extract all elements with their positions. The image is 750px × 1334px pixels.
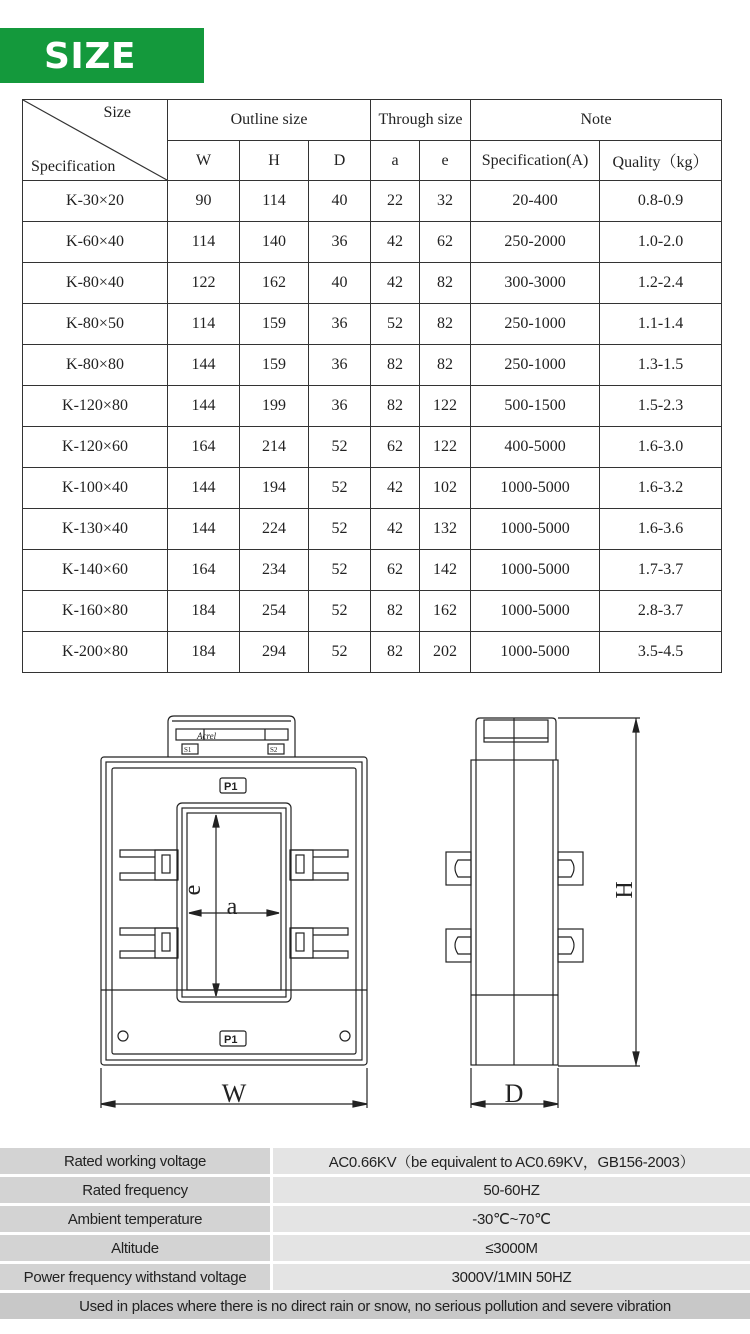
value-cell: 164 [168,550,240,591]
table-row [23,550,722,591]
corner-header [23,100,168,181]
size-table [22,99,722,673]
value-cell: 1.2-2.4 [600,263,722,304]
value-cell: 144 [168,509,240,550]
p1-top-label: P1 [224,781,238,793]
spec-row-voltage [0,1148,750,1174]
terminal-s2-label: S2 [270,746,278,754]
table-row [23,181,722,222]
value-cell: 42 [371,222,420,263]
model-cell: K-100×40 [23,468,168,509]
value-cell: 1.6-3.0 [600,427,722,468]
value-cell: 42 [371,509,420,550]
value-cell: 1.0-2.0 [600,222,722,263]
header-quality: Quality（kg） [600,141,722,181]
model-cell: K-200×80 [23,632,168,673]
technical-drawing [90,700,750,1120]
table-row [23,386,722,427]
value-cell: 250-1000 [471,304,600,345]
header-w: W [168,141,240,181]
value-cell: 400-5000 [471,427,600,468]
spec-row-withstand [0,1264,750,1290]
value-cell: 20-400 [471,181,600,222]
dim-w-label: W [221,1079,247,1108]
spec-label: Ambient temperature [0,1206,273,1232]
value-cell: 162 [240,263,309,304]
value-cell: 202 [420,632,471,673]
value-cell: 122 [420,427,471,468]
value-cell: 140 [240,222,309,263]
value-cell: 82 [371,345,420,386]
spec-row-altitude [0,1235,750,1261]
value-cell: 254 [240,591,309,632]
value-cell: 82 [371,386,420,427]
value-cell: 250-2000 [471,222,600,263]
spec-value: 50-60HZ [273,1177,750,1203]
value-cell: 40 [309,263,371,304]
corner-size-label: Size [103,104,131,121]
spec-note: Used in places where there is no direct rain or snow, no serious pollution and severe vibration [0,1293,750,1319]
value-cell: 1000-5000 [471,550,600,591]
value-cell: 22 [371,181,420,222]
value-cell: 1000-5000 [471,468,600,509]
dim-d-label: D [504,1079,524,1108]
value-cell: 1000-5000 [471,591,600,632]
value-cell: 2.8-3.7 [600,591,722,632]
spec-label: Rated frequency [0,1177,273,1203]
p1-bottom-label: P1 [224,1034,238,1046]
brand-mark: Acrel [197,731,217,741]
value-cell: 36 [309,222,371,263]
value-cell: 82 [371,591,420,632]
value-cell: 1.7-3.7 [600,550,722,591]
value-cell: 42 [371,468,420,509]
dim-h-label: H [612,881,638,899]
value-cell: 52 [309,468,371,509]
value-cell: 1000-5000 [471,632,600,673]
value-cell: 184 [168,591,240,632]
spec-value: AC0.66KV（be equivalent to AC0.69KV，GB156-2003） [273,1148,750,1174]
header-d: D [309,141,371,181]
value-cell: 52 [371,304,420,345]
header-e: e [420,141,471,181]
value-cell: 1.6-3.2 [600,468,722,509]
value-cell: 82 [420,304,471,345]
value-cell: 114 [240,181,309,222]
model-cell: K-140×60 [23,550,168,591]
value-cell: 62 [420,222,471,263]
value-cell: 144 [168,345,240,386]
section-title: SIZE [44,36,137,77]
table-row [23,345,722,386]
model-cell: K-120×80 [23,386,168,427]
value-cell: 184 [168,632,240,673]
value-cell: 1.6-3.6 [600,509,722,550]
value-cell: 36 [309,386,371,427]
value-cell: 82 [371,632,420,673]
header-specification: Specification(A) [471,141,600,181]
spec-value: -30℃~70℃ [273,1206,750,1232]
model-cell: K-80×80 [23,345,168,386]
value-cell: 1.3-1.5 [600,345,722,386]
spec-row-temperature [0,1206,750,1232]
left-clips [120,850,178,958]
header-h: H [240,141,309,181]
value-cell: 36 [309,304,371,345]
terminal-s1-label: S1 [184,746,192,754]
value-cell: 500-1500 [471,386,600,427]
value-cell: 62 [371,550,420,591]
value-cell: 1000-5000 [471,509,600,550]
spec-label: Power frequency withstand voltage [0,1264,273,1290]
value-cell: 1.5-2.3 [600,386,722,427]
model-cell: K-160×80 [23,591,168,632]
header-outline-size: Outline size [168,100,371,141]
value-cell: 234 [240,550,309,591]
spec-value: 3000V/1MIN 50HZ [273,1264,750,1290]
table-row [23,509,722,550]
value-cell: 36 [309,345,371,386]
value-cell: 142 [420,550,471,591]
corner-spec-label: Specification [31,158,116,175]
value-cell: 52 [309,632,371,673]
value-cell: 162 [420,591,471,632]
table-row [23,427,722,468]
value-cell: 0.8-0.9 [600,181,722,222]
value-cell: 3.5-4.5 [600,632,722,673]
table-row [23,632,722,673]
value-cell: 90 [168,181,240,222]
value-cell: 164 [168,427,240,468]
value-cell: 52 [309,509,371,550]
spec-table [0,1145,750,1322]
value-cell: 159 [240,304,309,345]
model-cell: K-80×40 [23,263,168,304]
model-cell: K-120×60 [23,427,168,468]
value-cell: 1.1-1.4 [600,304,722,345]
right-clips [290,850,348,958]
value-cell: 62 [371,427,420,468]
value-cell: 42 [371,263,420,304]
dim-a-label: a [226,894,238,920]
table-row [23,468,722,509]
value-cell: 132 [420,509,471,550]
value-cell: 114 [168,222,240,263]
value-cell: 300-3000 [471,263,600,304]
value-cell: 214 [240,427,309,468]
spec-row-note [0,1293,750,1319]
table-row [23,263,722,304]
value-cell: 224 [240,509,309,550]
value-cell: 294 [240,632,309,673]
value-cell: 144 [168,386,240,427]
value-cell: 199 [240,386,309,427]
table-row [23,591,722,632]
value-cell: 82 [420,345,471,386]
table-row [23,222,722,263]
value-cell: 52 [309,591,371,632]
value-cell: 250-1000 [471,345,600,386]
header-through-size: Through size [371,100,471,141]
dim-e-label: e [180,884,206,896]
value-cell: 122 [168,263,240,304]
section-banner [0,28,204,83]
spec-label: Rated working voltage [0,1148,273,1174]
spec-value: ≤3000M [273,1235,750,1261]
value-cell: 52 [309,427,371,468]
value-cell: 52 [309,550,371,591]
value-cell: 40 [309,181,371,222]
value-cell: 194 [240,468,309,509]
model-cell: K-130×40 [23,509,168,550]
header-a: a [371,141,420,181]
value-cell: 144 [168,468,240,509]
value-cell: 114 [168,304,240,345]
table-row [23,304,722,345]
value-cell: 82 [420,263,471,304]
value-cell: 122 [420,386,471,427]
model-cell: K-80×50 [23,304,168,345]
value-cell: 32 [420,181,471,222]
spec-row-frequency [0,1177,750,1203]
side-view [446,718,640,1108]
model-cell: K-60×40 [23,222,168,263]
value-cell: 159 [240,345,309,386]
model-cell: K-30×20 [23,181,168,222]
spec-label: Altitude [0,1235,273,1261]
value-cell: 102 [420,468,471,509]
header-note: Note [471,100,722,141]
